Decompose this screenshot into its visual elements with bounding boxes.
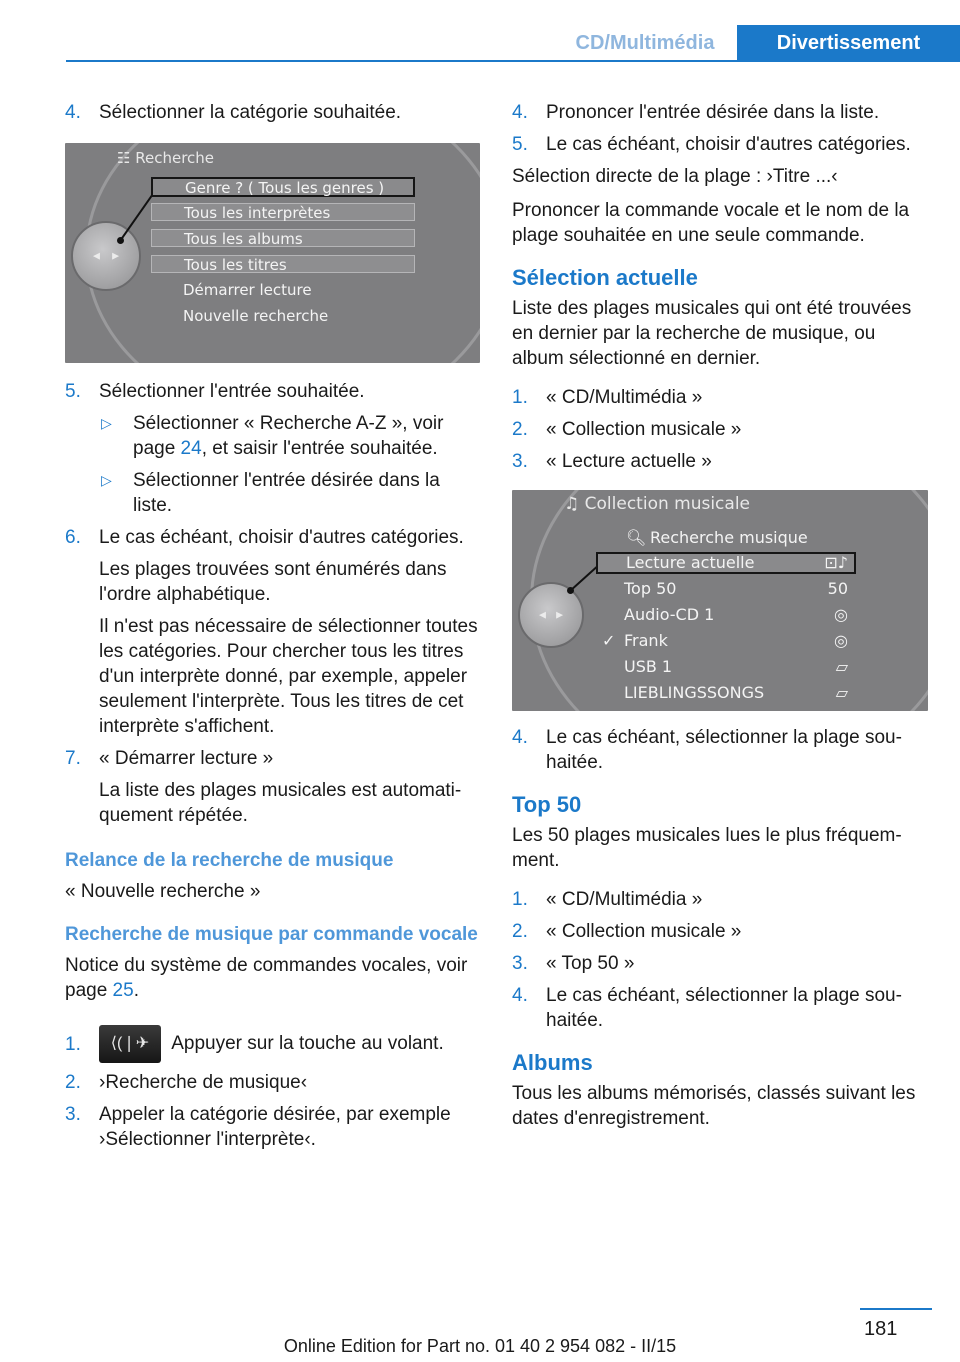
menu-item-lieblingssongs[interactable]: LIEBLINGSSONGS ▱	[624, 683, 848, 702]
step-note: La liste des plages musicales est automatiquement répétée.	[99, 780, 462, 826]
step-5	[65, 379, 480, 518]
menu-item-frank[interactable]: ✓ Frank ◎	[602, 631, 848, 650]
step-number: 4.	[512, 102, 528, 123]
menu-item-demarrer[interactable]: Démarrer lecture	[183, 281, 312, 299]
heading-selection-actuelle: Sélection actuelle	[512, 265, 698, 290]
voice-step-5: 5. Le cas échéant, choisir d'autres catégories.	[512, 134, 911, 155]
cd-icon: ◎	[834, 631, 848, 650]
heading-albums: Albums	[512, 1050, 593, 1075]
controller-knob-icon: ◀ ▶	[71, 221, 141, 291]
page-number: 181	[864, 1318, 898, 1340]
step-number: 2.	[65, 1072, 81, 1093]
voice-step-4: 4. Prononcer l'entrée désirée dans la liste.	[512, 102, 880, 123]
direct-selection-desc: Prononcer la commande vocale et le nom de la plage souhaitée en une seule commande.	[512, 200, 910, 246]
folder-icon: ▱	[835, 683, 848, 702]
step-text: Sélectionner l'entrée souhaitée.	[99, 381, 365, 402]
section-label[interactable]: CD/Multimédia	[575, 32, 715, 54]
step-number: 3.	[65, 1104, 81, 1125]
step-note: Il n'est pas nécessaire de sélectionner toutes les catégories. Pour chercher tous les titres d'un interprète donné, par exemple, appeler seulement l'interprète. Tous les titres de cet interprète s'affichent.	[99, 616, 478, 737]
page-link-24[interactable]: 24	[180, 438, 202, 459]
header-rule	[66, 60, 960, 62]
menu-item-recherche-musique[interactable]: 🔍︎ Recherche musique	[626, 528, 808, 547]
list-item: 1. « CD/Multimédia »	[512, 387, 703, 408]
triangle-bullet-icon: ▷	[101, 472, 112, 488]
list-item: 3. « Lecture actuelle »	[512, 451, 712, 472]
folder-icon: ▱	[835, 657, 848, 676]
voice-button-icon: ⟨(❘✈	[99, 1025, 161, 1063]
edition-footer: Online Edition for Part no. 01 40 2 954 082 - II/15	[283, 1336, 677, 1356]
step-4	[65, 100, 480, 125]
heading-vocale: Recherche de musique par commande vocale	[65, 924, 478, 945]
step-number: 4.	[65, 102, 81, 123]
notice-text: Notice du système de commandes vocales, voir page 25.	[65, 955, 468, 1001]
voice-step-2: 2. ›Recherche de musique‹	[65, 1072, 308, 1093]
sub-step: ▷ Sélectionner l'entrée désirée dans la liste.	[101, 470, 440, 516]
menu-item-top-50[interactable]: Top 50 50	[624, 579, 848, 598]
menu-item-genre[interactable]: Genre ? ( Tous les genres )	[151, 177, 415, 197]
triangle-bullet-icon: ▷	[101, 415, 112, 431]
step-number: 1.	[65, 1033, 81, 1055]
search-icon: 🔍︎	[626, 528, 647, 547]
voice-step-1: 1. ⟨(❘✈ Appuyer sur la touche au volant.	[65, 1025, 480, 1063]
page-header	[0, 0, 960, 64]
step-number: 6.	[65, 527, 81, 548]
step-text: Le cas échéant, choisir d'autres catégories.	[99, 527, 464, 548]
idrive-screen-collection	[512, 490, 928, 711]
playlist-icon: ⊡♪	[824, 553, 848, 572]
list-item: 2. « Collection musicale »	[512, 419, 742, 440]
music-note-icon: ♫	[564, 494, 580, 514]
menu-item-albums[interactable]: Tous les albums	[151, 229, 415, 247]
list-item: 3. « Top 50 »	[512, 953, 635, 974]
screen-title: Collection musicale	[584, 494, 751, 514]
cd-icon: ◎	[834, 605, 848, 624]
menu-item-usb[interactable]: USB 1 ▱	[624, 657, 848, 676]
step-7	[65, 746, 480, 828]
menu-item-titres[interactable]: Tous les titres	[151, 255, 415, 273]
menu-item-nouvelle[interactable]: Nouvelle recherche	[183, 307, 329, 325]
step-text: Sélectionner la catégorie souhaitée.	[99, 102, 402, 123]
menu-item-audio-cd[interactable]: Audio-CD 1 ◎	[624, 605, 848, 624]
page-number-rule	[860, 1308, 932, 1310]
check-icon: ✓	[602, 631, 616, 650]
direct-selection: Sélection directe de la plage : ›Titre ...‹	[512, 166, 838, 187]
search-list-icon: ☷	[117, 149, 131, 167]
menu-item-interpretes[interactable]: Tous les interprètes	[151, 203, 415, 221]
list-item: 4. Le cas échéant, sélectionner la plage souhaitée.	[512, 727, 902, 773]
step-note: Les plages trouvées sont énumérés dans l'ordre alphabétique.	[99, 559, 447, 605]
relance-text: « Nouvelle recherche »	[65, 881, 261, 902]
step-text: « Démarrer lecture »	[99, 748, 274, 769]
step-6	[65, 525, 480, 739]
voice-step-3: 3. Appeler la catégorie désirée, par exemple ›Sélectionner l'interprète‹.	[65, 1104, 451, 1150]
menu-item-lecture-actuelle[interactable]: Lecture actuelle ⊡♪	[596, 552, 856, 574]
controller-knob-icon: ◀ ▶	[518, 582, 584, 648]
page-link-25[interactable]: 25	[112, 980, 134, 1001]
screen-title: Recherche	[135, 149, 215, 167]
actuelle-desc: Liste des plages musicales qui ont été trouvées en dernier par la recherche de musique, ou album sélectionné en dernier.	[512, 298, 912, 369]
top-50-count: 50	[827, 579, 848, 598]
left-column	[65, 100, 480, 1159]
step-number: 7.	[65, 748, 81, 769]
heading-relance: Relance de la recherche de musique	[65, 850, 394, 871]
sub-step: ▷ Sélectionner « Recherche A-Z », voir page 24, et saisir l'entrée souhaitée.	[101, 413, 444, 459]
list-item: 2. « Collection musicale »	[512, 921, 742, 942]
step-number: 5.	[65, 381, 81, 402]
step-number: 5.	[512, 134, 528, 155]
idrive-screen-recherche	[65, 143, 480, 363]
right-column	[512, 100, 928, 1140]
list-item: 4. Le cas échéant, sélectionner la plage souhaitée.	[512, 985, 902, 1031]
tab-divertissement[interactable]: Divertissement	[737, 25, 960, 62]
albums-desc: Tous les albums mémorisés, classés suivant les dates d'enregistrement.	[512, 1083, 916, 1129]
heading-top-50: Top 50	[512, 792, 582, 817]
top50-desc: Les 50 plages musicales lues le plus fréquemment.	[512, 825, 902, 871]
list-item: 1. « CD/Multimédia »	[512, 889, 703, 910]
